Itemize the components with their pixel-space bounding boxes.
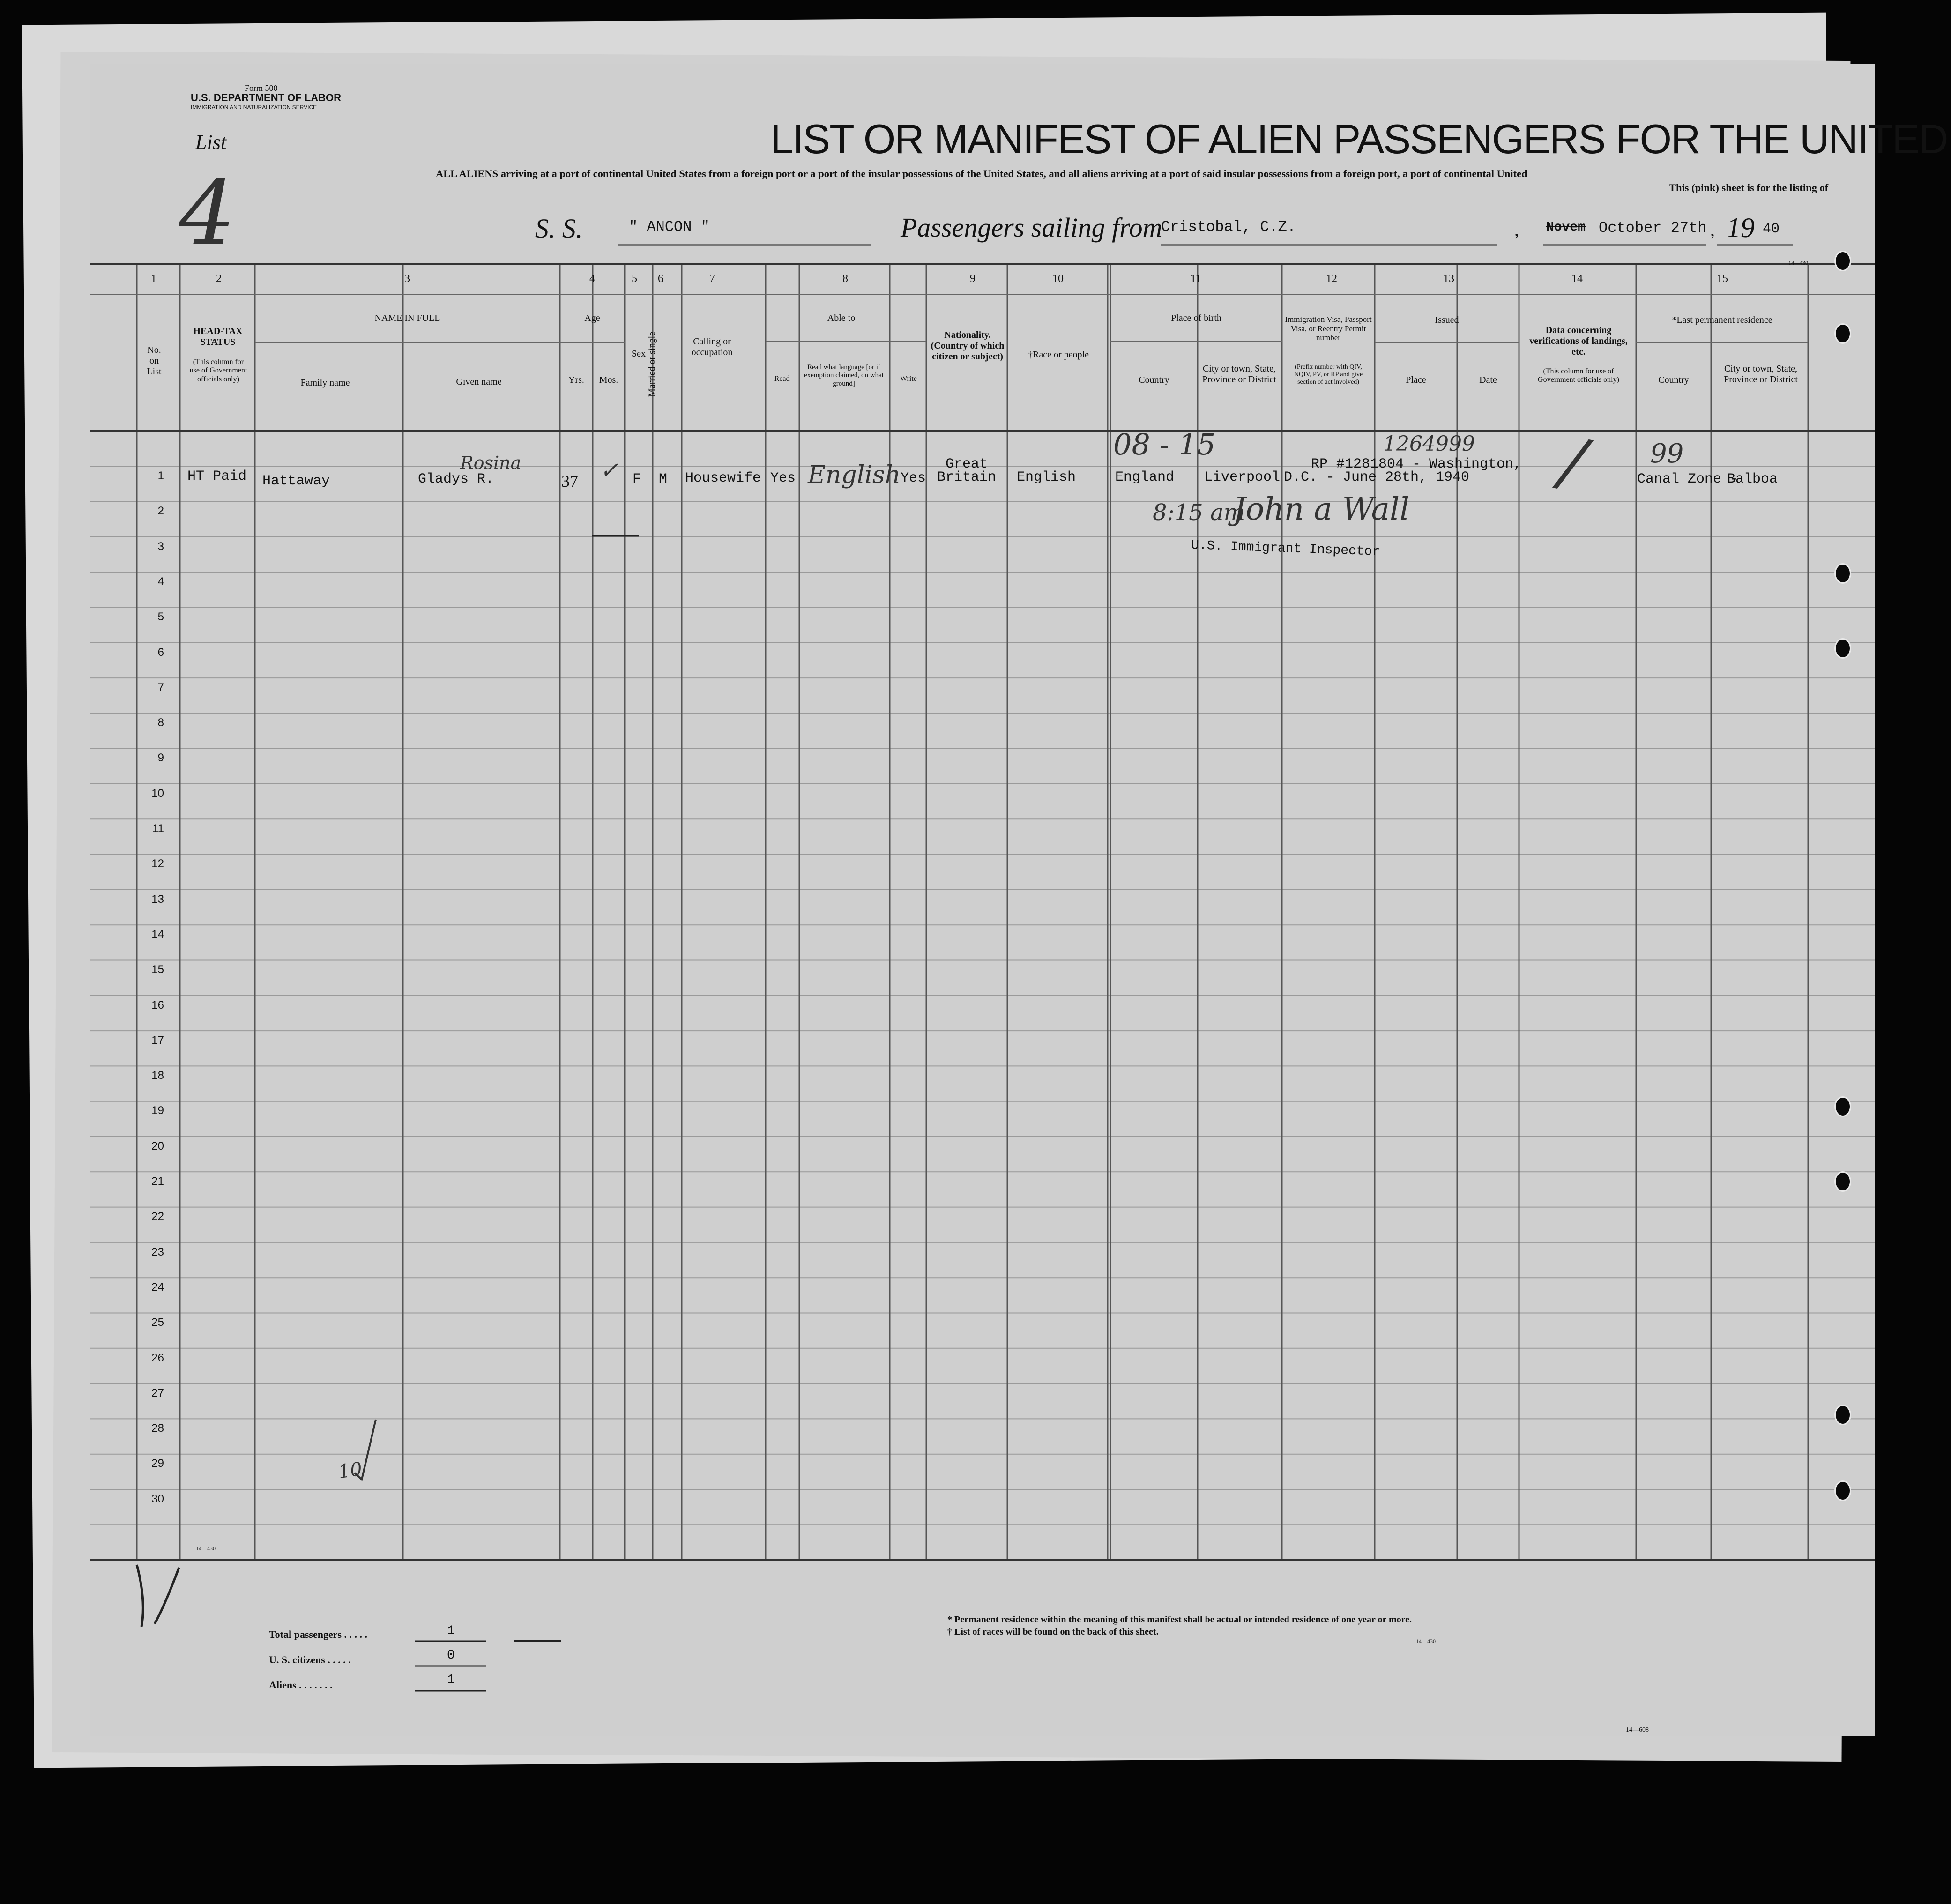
aliens-label: Aliens . . . . . . . <box>269 1679 333 1691</box>
header-able-to: Able to— <box>827 313 865 323</box>
header-nationality: Nationality. (Country of which citizen or subject) <box>931 330 1005 362</box>
list-number: 4 <box>179 161 236 265</box>
header-visa-note: (Prefix number with QIV, NQIV, PV, or RP and give section of act involved) <box>1294 364 1363 386</box>
header-read: Read <box>774 375 790 383</box>
read-language: English <box>808 461 901 489</box>
departure-port: Cristobal, C.Z. <box>1161 218 1296 236</box>
visa-line-2: D.C. - June 28th, 1940 <box>1284 469 1470 485</box>
us-citizens: 0 <box>447 1648 455 1663</box>
inspector-signature: John a Wall <box>1233 491 1410 527</box>
row-number: 10 <box>151 787 164 800</box>
total-passengers: 1 <box>447 1624 455 1638</box>
row-number: 19 <box>151 1104 164 1117</box>
margin-check-mark <box>352 1418 380 1483</box>
given-name: Gladys R. <box>418 471 494 487</box>
row-number: 15 <box>151 963 164 976</box>
visa-number-handwritten: 1264999 <box>1383 432 1475 456</box>
sailing-label: Passengers sailing from <box>901 212 1162 243</box>
binder-hole <box>1834 563 1851 584</box>
row-number: 25 <box>151 1316 164 1329</box>
row-number: 14 <box>151 928 164 941</box>
footnote-residence: * Permanent residence within the meaning of this manifest shall be actual or intended residence of one year or more. <box>947 1614 1412 1625</box>
row-number: 11 <box>152 822 164 835</box>
birth-city: Liverpool <box>1204 469 1281 485</box>
header-yrs: Yrs. <box>568 375 584 385</box>
binder-hole <box>1834 323 1851 344</box>
header-place: Place <box>1406 375 1426 385</box>
row-number: 3 <box>157 540 164 553</box>
verification-mark: / <box>1556 423 1591 502</box>
row-number: 12 <box>151 857 164 870</box>
col-num-3: 3 <box>404 273 410 285</box>
comma: , <box>1514 219 1519 240</box>
row-number: 2 <box>157 505 164 518</box>
corner-code: 14—430 <box>1788 260 1808 266</box>
row-number: 9 <box>157 751 164 765</box>
col-num-1: 1 <box>151 273 156 285</box>
header-issued: Issued <box>1435 315 1459 325</box>
row-number: 21 <box>151 1175 164 1188</box>
nationality-line-2: Britain <box>937 469 997 485</box>
header-place-of-birth: Place of birth <box>1171 313 1221 323</box>
row-number: 4 <box>157 575 164 588</box>
header-name-in-full: NAME IN FULL <box>374 313 440 323</box>
total-passengers-label: Total passengers . . . . . <box>269 1629 368 1640</box>
marital-status: M <box>659 471 668 487</box>
col-num-4: 4 <box>589 273 595 285</box>
head-tax-status: HT Paid <box>187 469 247 484</box>
form-number: Form 500 <box>245 83 278 93</box>
service-name: IMMIGRATION AND NATURALIZATION SERVICE <box>191 104 317 111</box>
row-number: 7 <box>157 681 164 694</box>
col-num-9: 9 <box>970 273 976 285</box>
binder-hole <box>1834 638 1851 659</box>
year-suffix: 40 <box>1763 221 1780 237</box>
row-number: 23 <box>151 1245 164 1258</box>
header-date: Date <box>1479 375 1497 385</box>
col-num-11: 11 <box>1190 273 1201 285</box>
residence-country: Canal Zone - <box>1637 471 1739 487</box>
row-number: 16 <box>151 998 164 1012</box>
header-res-city: City or town, State, Province or District <box>1724 364 1798 385</box>
aliens: 1 <box>447 1673 455 1687</box>
header-verification-note: (This column for use of Government officials only) <box>1538 367 1619 384</box>
visa-line-1: RP #1281804 - Washington, <box>1311 456 1522 472</box>
row-number: 5 <box>157 610 164 624</box>
col-num-14: 14 <box>1571 273 1583 285</box>
family-name: Hattaway <box>262 473 330 489</box>
row-number: 18 <box>151 1069 164 1082</box>
header-read-language: Read what language [or if exemption claimed, on what ground] <box>804 364 884 387</box>
inspection-time: 8:15 am <box>1153 499 1245 526</box>
row-number: 27 <box>151 1386 164 1399</box>
footnote-races: † List of races will be found on the back of this sheet. <box>947 1627 1159 1637</box>
header-mos: Mos. <box>599 375 618 385</box>
binder-hole <box>1834 251 1851 271</box>
header-head-tax: HEAD-TAX STATUS <box>193 326 243 347</box>
occupation: Housewife <box>685 470 761 486</box>
comma: , <box>1710 219 1715 240</box>
given-name-handwritten: Rosina <box>460 453 521 473</box>
row-number: 29 <box>151 1457 164 1470</box>
year-prefix: 19 <box>1727 212 1755 243</box>
col-num-13: 13 <box>1443 273 1454 285</box>
margin-tally-mark: 10 <box>337 1458 364 1483</box>
list-label: List <box>195 131 227 154</box>
can-write: Yes <box>901 470 926 486</box>
age-years: 37 <box>561 472 578 491</box>
header-write: Write <box>900 375 917 383</box>
binder-hole <box>1834 1405 1851 1425</box>
row-number: 22 <box>151 1210 164 1223</box>
row-number: 28 <box>151 1422 164 1435</box>
race: English <box>1017 469 1076 485</box>
margin-code: 14—430 <box>196 1545 216 1552</box>
row-number: 17 <box>151 1034 164 1047</box>
age-check-mark: ✓ <box>600 457 619 483</box>
sex: F <box>633 471 641 487</box>
col-num-15: 15 <box>1717 273 1728 285</box>
binder-hole <box>1834 1480 1851 1501</box>
bottom-code: 14—608 <box>1626 1726 1649 1733</box>
row-number: 1 <box>157 469 164 482</box>
col-num-6: 6 <box>658 273 663 285</box>
header-pob-city: City or town, State, Province or District <box>1202 364 1276 385</box>
bottom-x-mark <box>123 1563 184 1629</box>
us-citizens-label: U. S. citizens . . . . . <box>269 1654 351 1666</box>
header-family-name: Family name <box>300 378 350 388</box>
manifest-sheet <box>90 64 1948 1736</box>
nationality-line-1: Great <box>946 456 988 472</box>
header-race: †Race or people <box>1028 350 1089 360</box>
row-number: 8 <box>157 716 164 729</box>
header-pob-country: Country <box>1139 375 1169 385</box>
header-res-country: Country <box>1658 375 1689 385</box>
col-num-5: 5 <box>632 273 637 285</box>
department-name: U.S. DEPARTMENT OF LABOR <box>191 92 342 104</box>
sailing-date: October 27th <box>1599 219 1707 237</box>
inspector-title: U.S. Immigrant Inspector <box>1191 538 1380 560</box>
struck-date: Novem <box>1546 220 1586 235</box>
binder-hole <box>1834 1171 1851 1192</box>
residence-code-handwritten: 99 <box>1650 439 1684 469</box>
col-num-7: 7 <box>709 273 715 285</box>
col-num-2: 2 <box>216 273 222 285</box>
manifest-subtitle-2: This (pink) sheet is for the listing of <box>1669 182 1829 193</box>
row-number: 6 <box>157 646 164 659</box>
header-calling: Calling or occupation <box>691 336 733 357</box>
col-num-12: 12 <box>1326 273 1337 285</box>
header-no-on-list: No. on List <box>147 345 162 377</box>
manifest-title: LIST OR MANIFEST OF ALIEN PASSENGERS FOR THE UNITED <box>770 116 1948 162</box>
col-num-8: 8 <box>842 273 848 285</box>
row-number: 30 <box>151 1492 164 1505</box>
header-head-tax-note: (This column for use of Government officials only) <box>189 358 247 383</box>
birth-country: England <box>1115 469 1175 485</box>
row-number: 13 <box>151 892 164 906</box>
birth-code-handwritten: 08 - 15 <box>1113 427 1216 461</box>
row-number: 20 <box>151 1139 164 1153</box>
header-given-name: Given name <box>456 377 502 387</box>
header-visa: Immigration Visa, Passport Visa, or Reentry Permit number <box>1285 315 1372 342</box>
header-sex: Sex <box>632 349 646 359</box>
manifest-subtitle: ALL ALIENS arriving at a port of continental United States from a foreign port or a port of the insular possessions of the United States, and all aliens arriving at a port of said insular possessions from a foreign port, a port of continental United <box>436 168 1527 179</box>
header-married: Married or single <box>647 332 657 397</box>
ship-name: " ANCON " <box>629 218 710 236</box>
header-verification: Data concerning verifications of landings, etc. <box>1529 325 1628 357</box>
row-number: 26 <box>151 1351 164 1364</box>
header-age: Age <box>584 313 600 323</box>
can-read: Yes <box>770 470 796 486</box>
row-number: 24 <box>151 1280 164 1294</box>
residence-city: Balboa <box>1727 471 1778 487</box>
header-residence: *Last permanent residence <box>1672 315 1772 325</box>
ss-label: S. S. <box>535 213 583 244</box>
col-num-10: 10 <box>1052 273 1064 285</box>
footnote-code: 14—430 <box>1416 1638 1436 1644</box>
binder-hole <box>1834 1096 1851 1117</box>
